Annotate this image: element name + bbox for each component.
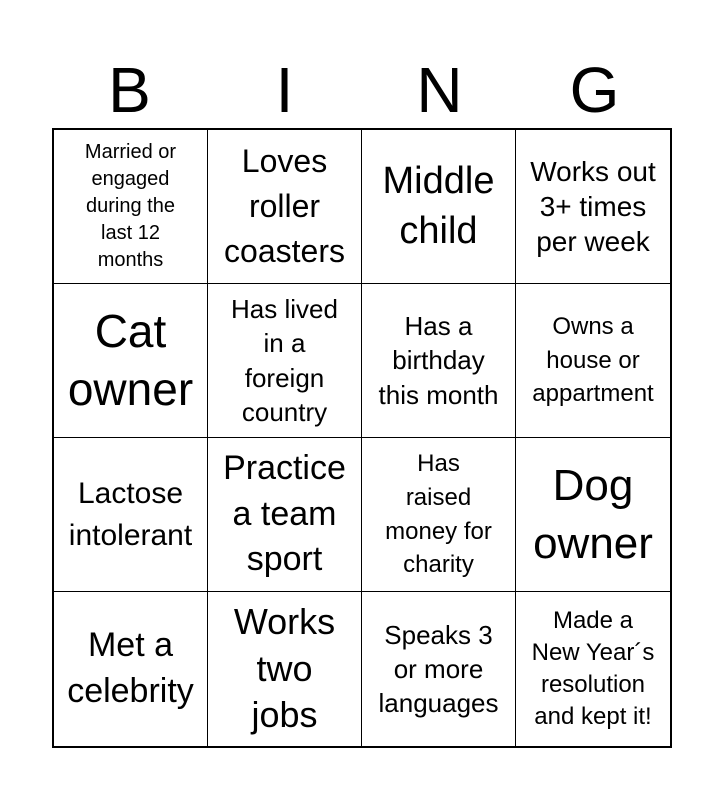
bingo-cell[interactable]: Made a New Year´s resolution and kept it! <box>531 607 655 730</box>
bingo-cell[interactable]: Has raised money for charity <box>362 438 516 592</box>
bingo-header <box>52 52 672 128</box>
header-letter-i: I <box>275 54 294 126</box>
bingo-cell[interactable]: Dog owner <box>516 438 670 592</box>
bingo-cell[interactable]: Loves roller coasters <box>208 130 362 284</box>
bingo-cell[interactable]: Practice a team sport <box>208 438 362 592</box>
bingo-cell[interactable]: Has a birthday this month <box>362 284 516 438</box>
header-letter-g: G <box>569 54 620 126</box>
header-letter-b: B <box>108 54 151 126</box>
header-letter-n: N <box>416 54 463 126</box>
bingo-cell[interactable]: Lactose intolerant <box>54 438 208 592</box>
bingo-cell[interactable]: Cat owner <box>54 284 208 438</box>
bingo-cell[interactable]: Middle child <box>362 130 516 284</box>
bingo-cell[interactable]: Met a celebrity <box>54 592 208 746</box>
bingo-cell[interactable]: Speaks 3 or more languages <box>362 592 516 746</box>
bingo-cell[interactable]: Married or engaged during the last 12 months <box>54 130 208 284</box>
bingo-cell[interactable]: Works two jobs <box>208 592 362 746</box>
bingo-cell[interactable]: Works out 3+ times per week <box>516 130 670 284</box>
bingo-cell[interactable]: Owns a house or appartment <box>516 284 670 438</box>
bingo-board <box>52 128 672 748</box>
bingo-cell[interactable]: Has lived in a foreign country <box>208 284 362 438</box>
